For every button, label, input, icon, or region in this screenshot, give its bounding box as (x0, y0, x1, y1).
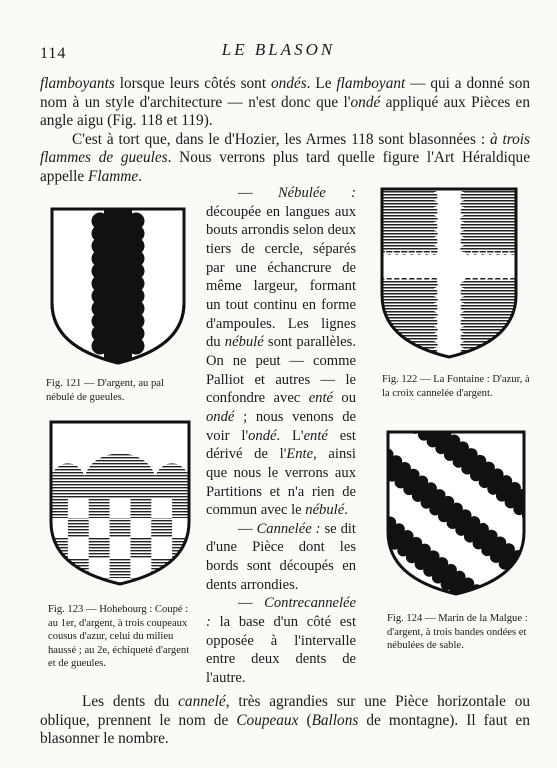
figure-123-caption: Fig. 123 — Hohebourg : Coupé : au 1er, d'argent, à trois coupeaux cousus d'azur, celui du milieu haussé ; au 2e, échiqueté d'argent et de gueules. (48, 604, 190, 669)
middle-column-text (206, 184, 356, 688)
running-title: LE BLASON (221, 40, 336, 59)
nebulee-paragraph: — Nébulée : découpée en langues aux bouts arrondis selon deux tiers de cercle, séparés par une échancrure de même largeur, formant un tout continu en forme d'ampoules. Les lignes du nébulé sont parallèles. On ne peut — comme Palliot et autres — le confondre avec enté ou ondé ; nous venons de voir l'ondé. L'enté est dérivé de l'Ente, ainsi que nous le verrons aux Partitions et n'a rien de commun avec le nébulé. (206, 185, 356, 519)
figure-121-shield (46, 205, 190, 367)
intro-text (40, 75, 530, 186)
figure-124-caption: Fig. 124 — Marin de la Malgue : d'argent, à trois bandes ondées et nébulées de sable. (387, 613, 528, 651)
figure-122-caption: Fig. 122 — La Fontaine : D'azur, à la croix cannelée d'argent. (382, 374, 530, 399)
figure-124-shield (384, 428, 528, 598)
outro-paragraph-1: Les dents du cannelé, très agrandies sur une Pièce horizontale ou oblique, prennent le nom de Coupeaux (Ballons de montagne). Il faut en blasonner le nombre. (40, 693, 530, 747)
cannelee-paragraph: — Cannelée : se dit d'une Pièce dont les bords sont découpés en dents arrondies. (206, 520, 356, 593)
intro-paragraph-2: C'est à tort que, dans le d'Hozier, les Armes 118 sont blasonnées : à trois flammes de gueules. Nous verrons plus tard quelle figure l'Art Héraldique appelle Flamme. (40, 130, 530, 185)
contrecannelee-paragraph: — Contrecannelée : la base d'un côté est opposée à l'intervalle entre deux dents de l'autre. (206, 595, 356, 687)
figure-123-shield (47, 418, 193, 588)
figure-122-shield (378, 185, 520, 361)
figure-121-caption: Fig. 121 — D'argent, au pal nébulé de gueules. (46, 378, 164, 403)
page-number: 114 (40, 45, 67, 62)
outro-text (40, 693, 530, 749)
intro-paragraph-1: flamboyants lorsque leurs côtés sont ondés. Le flamboyant — qui a donné son nom à un style d'architecture — n'est donc que l'ondé appliqué aux Pièces en angle aigu (Fig. 118 et 119). (40, 75, 530, 129)
